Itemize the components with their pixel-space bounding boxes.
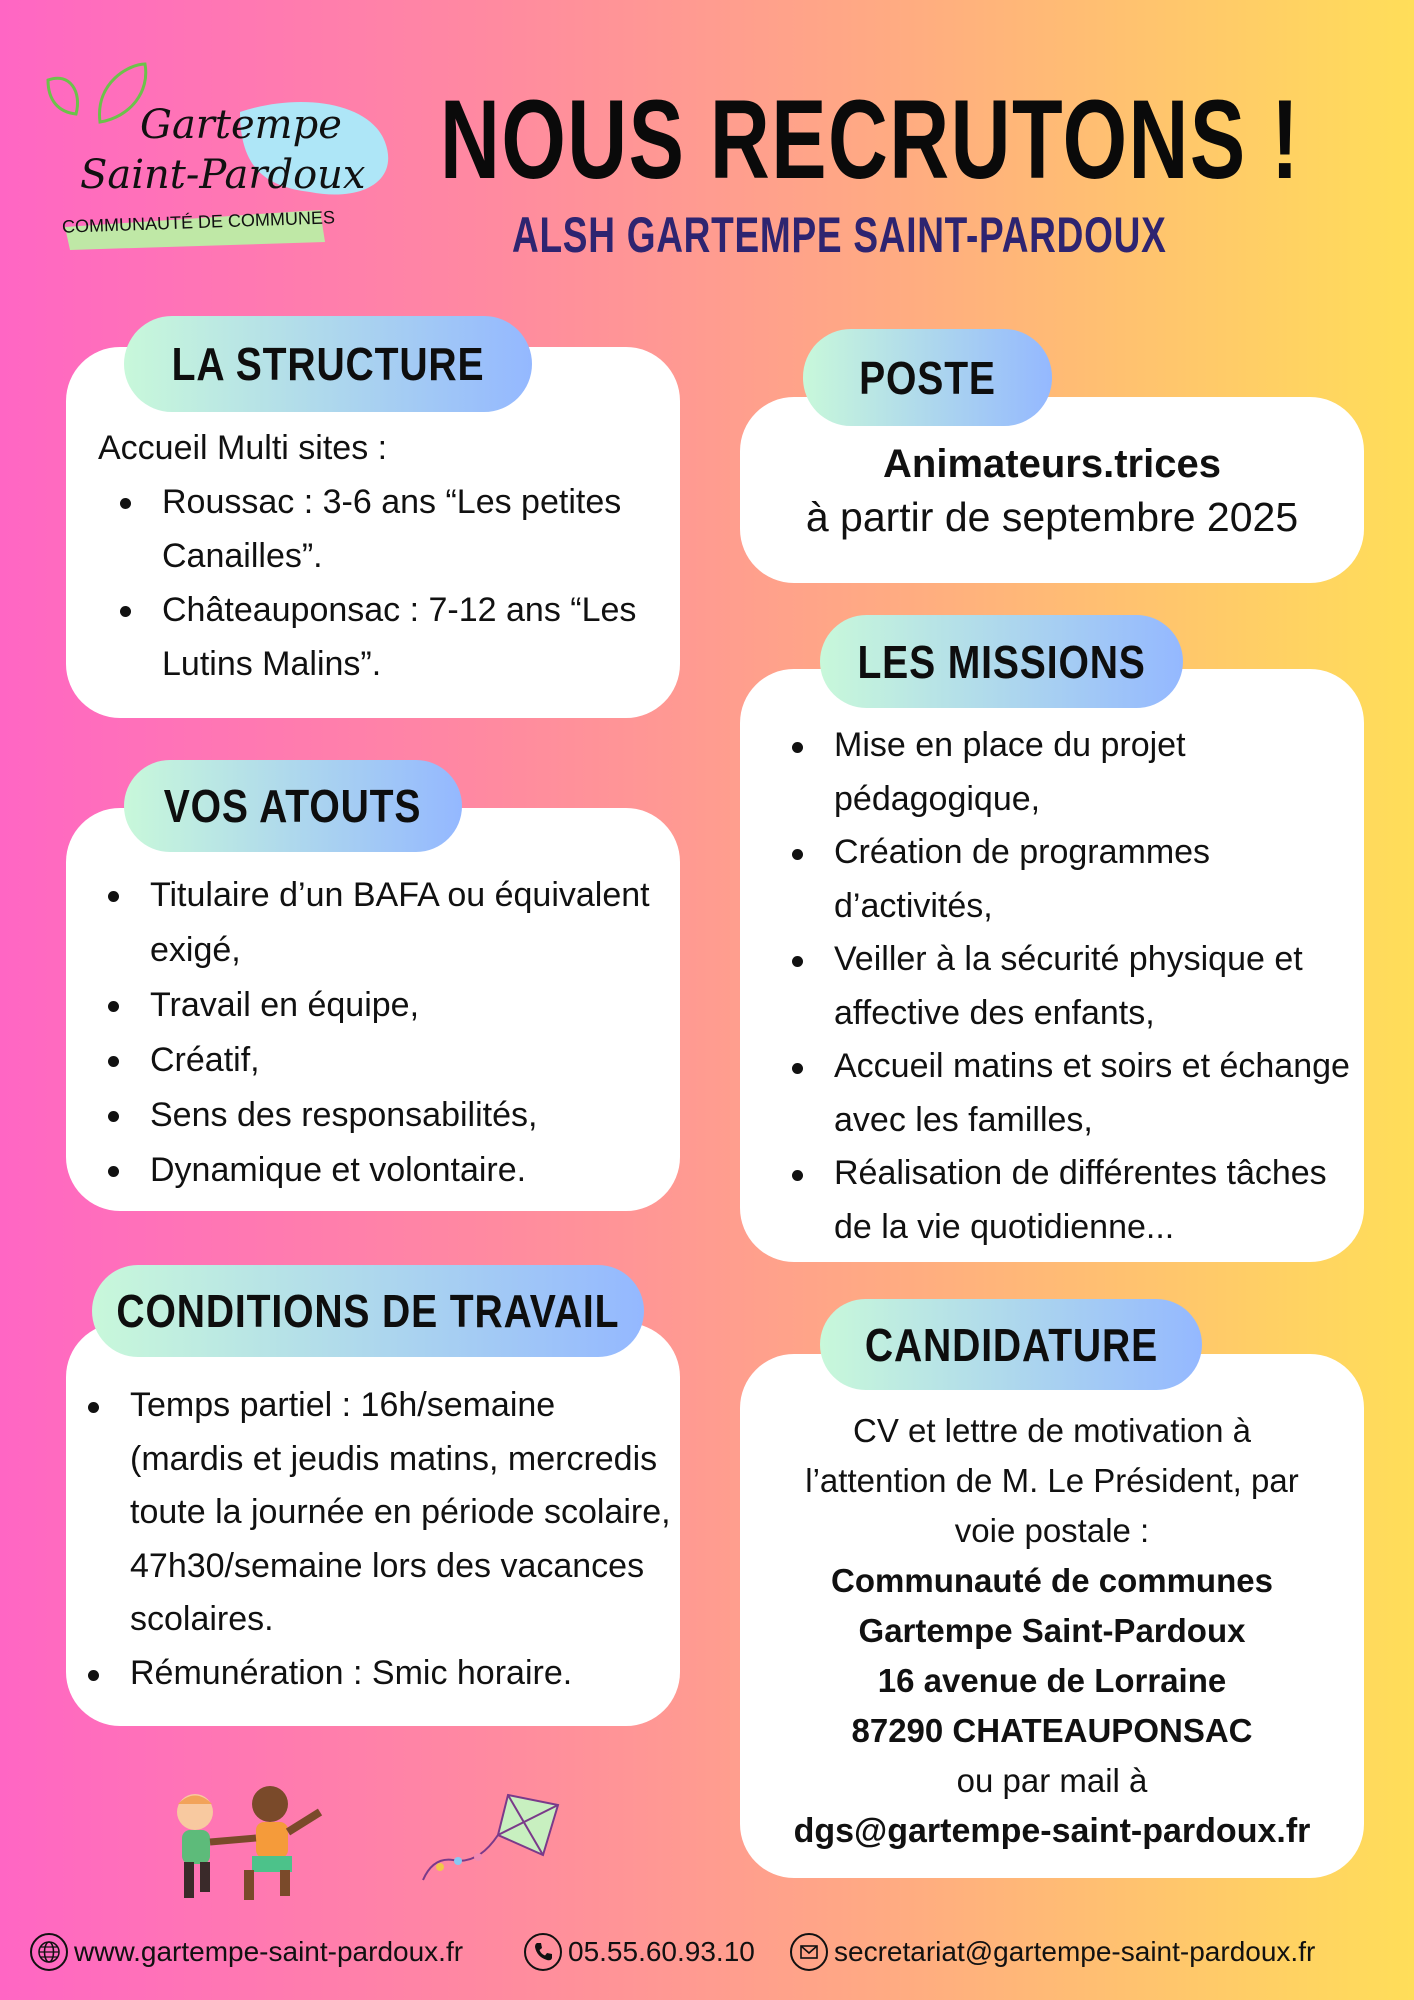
atouts-card [66,808,680,1211]
list-item: Création de programmes d’activités, [770,826,1350,933]
list-item: Titulaire d’un BAFA ou équivalent exigé, [86,868,666,978]
logo-name-line1: Gartempe [140,102,342,148]
footer-website[interactable] [30,1932,463,1972]
poste-card [740,397,1364,583]
atouts-heading-badge [124,760,462,852]
structure-heading: LA STRUCTURE [171,338,485,390]
candidature-address-line: 87290 CHATEAUPONSAC [851,1712,1253,1749]
missions-heading: LES MISSIONS [857,635,1146,688]
conditions-heading: CONDITIONS DE TRAVAIL [116,1285,620,1337]
candidature-or-mail: ou par mail à [956,1762,1148,1799]
list-item: Mise en place du projet pédagogique, [770,719,1350,826]
candidature-heading-badge [820,1299,1202,1390]
poste-role: Animateurs.trices [883,442,1221,486]
candidature-card [740,1354,1364,1878]
page-title: NOUS RECRUTONS ! [440,77,1301,202]
poste-start: à partir de septembre 2025 [805,494,1299,540]
atouts-heading: VOS ATOUTS [164,780,422,832]
footer-email-text[interactable]: secretariat@gartempe-saint-pardoux.fr [834,1936,1316,1967]
footer-phone-text[interactable]: 05.55.60.93.10 [568,1936,755,1967]
candidature-address-line: 16 avenue de Lorraine [877,1662,1227,1699]
logo [40,52,390,252]
poste-heading-badge [803,329,1052,426]
phone-icon [524,1933,562,1971]
list-item: Créatif, [86,1033,666,1088]
footer-email[interactable] [790,1932,1315,1972]
page-subtitle: ALSH GARTEMPE SAINT-PARDOUX [512,207,1167,263]
structure-heading-badge [124,316,532,412]
footer-phone[interactable] [524,1932,755,1972]
poste-heading: POSTE [859,351,996,404]
conditions-card [66,1323,680,1726]
list-item: Roussac : 3-6 ans “Les petites Canailles”. [98,475,658,583]
globe-icon [30,1933,68,1971]
logo-tagline: COMMUNAUTÉ DE COMMUNES [61,207,336,237]
candidature-email-link[interactable]: dgs@gartempe-saint-pardoux.fr [793,1812,1311,1850]
list-item: Sens des responsabilités, [86,1088,666,1143]
candidature-address-line: Gartempe Saint-Pardoux [858,1612,1246,1649]
list-item: Rémunération : Smic horaire. [66,1647,676,1701]
list-item: Châteauponsac : 7-12 ans “Les Lutins Malins”. [98,583,658,691]
list-item: Temps partiel : 16h/semaine (mardis et jeudis matins, mercredis toute la journée en période scolaire, 47h30/semaine lors des vacances scolaires. [66,1379,676,1647]
list-item: Veiller à la sécurité physique et affective des enfants, [770,933,1350,1040]
kite-illustration [418,1785,568,1889]
candidature-heading: CANDIDATURE [864,1318,1158,1371]
conditions-heading-badge [92,1265,644,1357]
missions-heading-badge [820,615,1183,708]
list-item: Dynamique et volontaire. [86,1143,666,1198]
list-item: Réalisation de différentes tâches de la vie quotidienne... [770,1147,1350,1254]
mail-icon [790,1933,828,1971]
structure-intro: Accueil Multi sites : [98,429,388,467]
candidature-intro: CV et lettre de motivation à l’attention de M. Le Président, par voie postale : [805,1412,1299,1549]
missions-card [740,669,1364,1262]
list-item: Travail en équipe, [86,978,666,1033]
children-illustration [140,1772,330,1908]
candidature-address-line: Communauté de communes [831,1562,1273,1599]
list-item: Accueil matins et soirs et échange avec les familles, [770,1040,1350,1147]
logo-name-line2: Saint-Pardoux [80,152,366,198]
footer-website-text[interactable]: www.gartempe-saint-pardoux.fr [74,1936,464,1967]
